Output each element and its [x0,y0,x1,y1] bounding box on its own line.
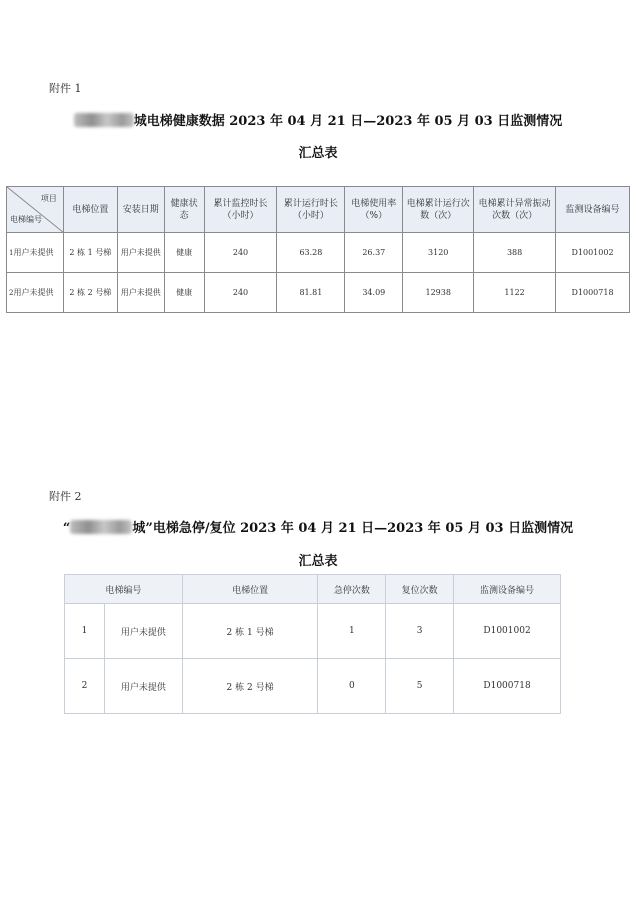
cell-location: 2 栋 1 号梯 [63,233,117,273]
attachment2-title-text: 城”电梯急停/复位 2023 年 04 月 21 日—2023 年 05 月 03 日监测情况 [132,521,574,536]
cell-run-count: 3120 [403,233,474,273]
table-row [65,659,561,714]
col-location: 电梯位置 [182,575,318,604]
attachment1-subtitle: 汇总表 [298,146,338,161]
cell-reset-count: 5 [386,659,454,714]
table-header-row [7,187,630,233]
row-index: 2 [9,289,14,297]
col-abnormal-count: 电梯累计异常振动次数（次） [474,187,556,233]
attachment2-title-quote: “ [62,521,71,536]
cell-abnormal-count: 388 [474,233,556,273]
attachment2-label: 附件 2 [49,490,82,503]
table-header-row [65,575,561,604]
cell-run-count: 12938 [403,273,474,313]
emergency-stop-table [64,574,561,714]
cell-stop-count: 0 [318,659,386,714]
cell-location: 2 栋 2 号梯 [182,659,318,714]
cell-location: 2 栋 2 号梯 [63,273,117,313]
attachment1-title [0,110,636,129]
attachment1-title-text: 城电梯健康数据 2023 年 04 月 21 日—2023 年 05 月 03 日监测情况 [133,114,563,129]
col-usage-rate: 电梯使用率（%） [345,187,403,233]
cell-device-id: D1001002 [454,604,561,659]
cell-health: 健康 [164,273,204,313]
table-row [7,233,630,273]
diag-top-label: 项目 [40,194,57,203]
attachment2-title [0,517,636,536]
row-index: 1 [9,249,14,257]
cell-monitor-hours: 240 [204,233,277,273]
cell-owner: 用户未提供 [104,604,182,659]
col-device-id: 监测设备编号 [556,187,630,233]
table-row [7,273,630,313]
col-install-date: 安装日期 [117,187,164,233]
cell-location: 2 栋 1 号梯 [182,604,318,659]
cell-usage-rate: 26.37 [345,233,403,273]
redacted-name-block [70,520,132,534]
attachment1-label: 附件 1 [49,82,82,95]
cell-index: 1 [65,604,105,659]
table-row [65,604,561,659]
cell-install-date: 用户未提供 [117,233,164,273]
col-run-hours: 累计运行时长（小时） [277,187,345,233]
diagonal-header-cell [7,187,64,233]
col-device-id: 监测设备编号 [454,575,561,604]
cell-install-date: 用户未提供 [117,273,164,313]
cell-stop-count: 1 [318,604,386,659]
cell-owner: 用户未提供 [104,659,182,714]
cell-device-id: D1001002 [556,233,630,273]
cell-owner: 用户未提供 [13,288,54,297]
attachment2-subtitle: 汇总表 [298,554,338,569]
cell-owner: 用户未提供 [13,248,54,257]
cell-index: 2 [65,659,105,714]
cell-abnormal-count: 1122 [474,273,556,313]
cell-run-hours: 81.81 [277,273,345,313]
col-elevator-id: 电梯编号 [65,575,183,604]
col-monitor-hours: 累计监控时长（小时） [204,187,277,233]
cell-device-id: D1000718 [454,659,561,714]
cell-run-hours: 63.28 [277,233,345,273]
cell-health: 健康 [164,233,204,273]
col-run-count: 电梯累计运行次数（次） [403,187,474,233]
cell-monitor-hours: 240 [204,273,277,313]
health-data-table [6,186,630,313]
cell-reset-count: 3 [386,604,454,659]
col-stop-count: 急停次数 [318,575,386,604]
col-reset-count: 复位次数 [386,575,454,604]
diag-bottom-label: 电梯编号 [10,215,42,224]
cell-id [7,273,64,313]
cell-device-id: D1000718 [556,273,630,313]
cell-id [7,233,64,273]
col-location: 电梯位置 [63,187,117,233]
cell-usage-rate: 34.09 [345,273,403,313]
col-health: 健康状态 [164,187,204,233]
redacted-name-block [74,113,134,127]
